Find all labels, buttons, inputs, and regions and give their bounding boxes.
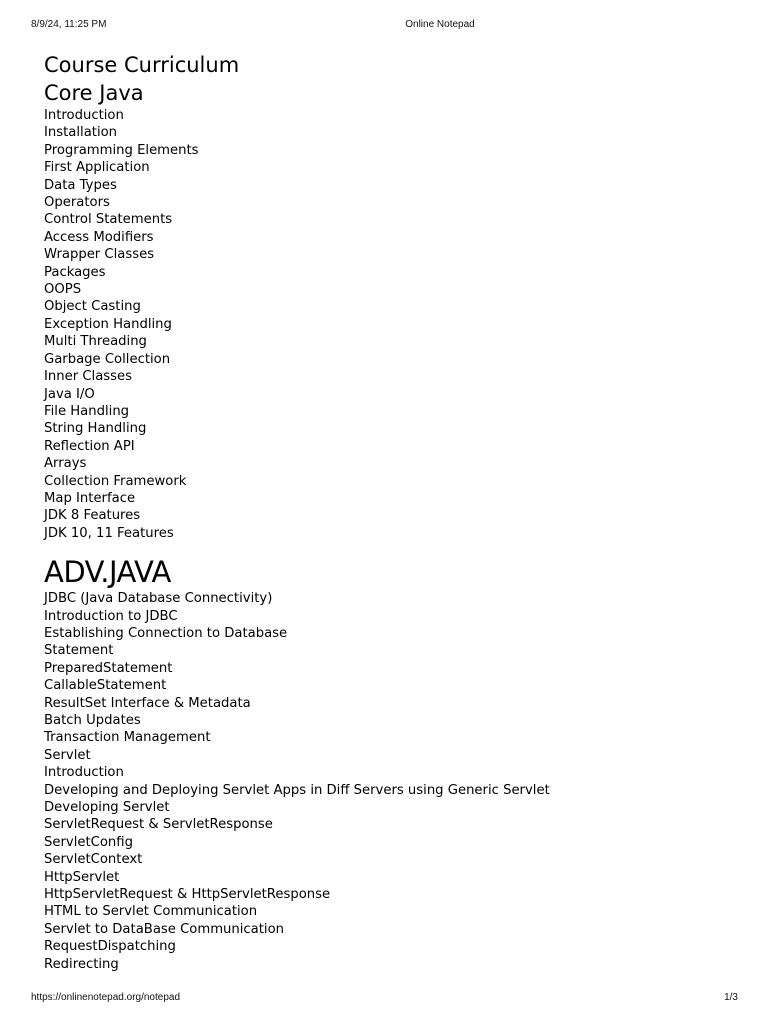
list-item: Introduction to JDBC	[44, 608, 178, 624]
list-item: HTML to Servlet Communication	[44, 904, 258, 920]
list-item: Arrays	[44, 456, 87, 472]
list-item: ResultSet Interface & Metadata	[44, 695, 251, 711]
list-item: String Handling	[44, 421, 147, 437]
list-item: Installation	[44, 125, 118, 141]
list-item: JDK 10, 11 Features	[44, 525, 174, 541]
list-item: Servlet to DataBase Communication	[44, 921, 285, 937]
print-url: https://onlinenotepad.org/notepad	[31, 992, 181, 1003]
list-item: Multi Threading	[44, 334, 147, 350]
list-item: ServletRequest & ServletResponse	[44, 817, 273, 833]
list-item: Developing Servlet	[44, 800, 170, 816]
list-item: HttpServlet	[44, 869, 120, 885]
list-item: ServletConfig	[44, 834, 133, 850]
list-item: First Application	[44, 160, 150, 176]
list-item: JDBC (Java Database Connectivity)	[44, 591, 273, 607]
list-item: Introduction	[44, 108, 124, 123]
list-item: Programming Elements	[44, 142, 199, 158]
list-item: Reflection API	[44, 438, 135, 454]
section-heading-adv-java: ADV.JAVA	[44, 555, 171, 590]
list-item: CallableStatement	[44, 678, 167, 694]
list-item: Java I/O	[44, 386, 95, 402]
list-item: ServletContext	[44, 852, 143, 868]
document-content	[44, 51, 744, 973]
list-item: Object Casting	[44, 299, 141, 315]
print-page-title: Online Notepad	[405, 19, 475, 30]
list-item: Servlet	[44, 747, 91, 763]
list-item: Developing and Deploying Servlet Apps in Diff Servers using Generic Servlet	[44, 782, 550, 798]
core-java-topic-list	[44, 107, 744, 542]
list-item: Transaction Management	[44, 730, 211, 746]
list-item: RequestDispatching	[44, 939, 176, 955]
list-item: Redirecting	[44, 956, 119, 972]
list-item: Garbage Collection	[44, 351, 171, 367]
document-title: Course Curriculum	[44, 53, 240, 77]
list-item: JDK 8 Features	[44, 508, 141, 524]
list-item: Packages	[44, 264, 106, 280]
list-item: Statement	[44, 643, 114, 659]
list-item: Map Interface	[44, 490, 136, 506]
list-item: Access Modifiers	[44, 229, 154, 245]
list-item: Exception Handling	[44, 316, 172, 332]
print-footer	[0, 992, 768, 1006]
list-item: Data Types	[44, 177, 117, 193]
list-item: Wrapper Classes	[44, 247, 155, 263]
list-item: Inner Classes	[44, 369, 133, 385]
list-item: OOPS	[44, 282, 82, 298]
list-item: Introduction	[44, 765, 124, 781]
list-item: File Handling	[44, 403, 130, 419]
list-item: Collection Framework	[44, 473, 187, 489]
print-header	[0, 19, 768, 33]
list-item: HttpServletRequest & HttpServletResponse	[44, 887, 331, 903]
list-item: Control Statements	[44, 212, 173, 228]
print-datetime: 8/9/24, 11:25 PM	[31, 19, 107, 30]
list-item: Establishing Connection to Database	[44, 625, 288, 641]
print-page-number: 1/3	[724, 992, 738, 1003]
list-item: Batch Updates	[44, 713, 141, 728]
list-item: PreparedStatement	[44, 660, 173, 676]
adv-java-topic-list	[44, 590, 744, 973]
list-item: Operators	[44, 195, 110, 211]
section-heading-core-java: Core Java	[44, 81, 144, 105]
